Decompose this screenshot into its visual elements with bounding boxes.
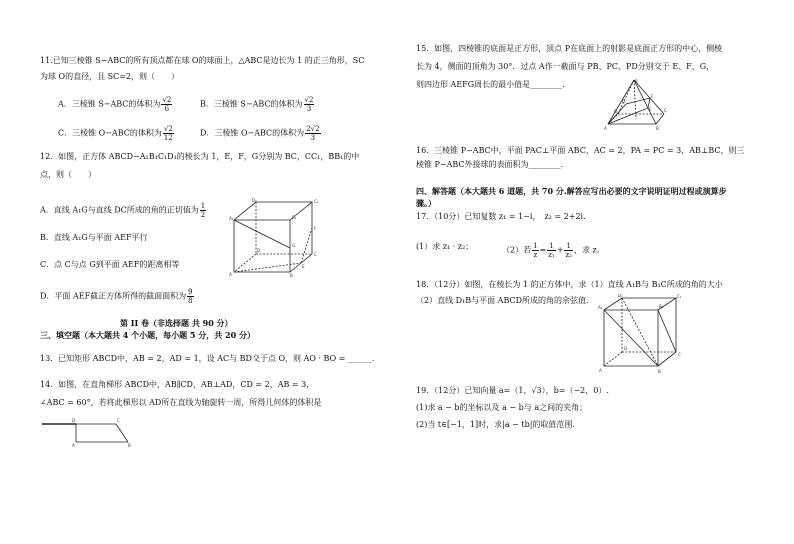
label-a: A <box>72 443 75 448</box>
label-c: C <box>678 352 681 357</box>
section4-heading-line2: 骤。） <box>416 198 436 208</box>
q12-option-a: A．直线 A₁G与直线 DC所成的角的正切值为 $\frac{1}{2}$ <box>40 202 206 219</box>
q12-option-c: C．点 C与点 G到平面 AEF的距离相等 <box>40 260 180 269</box>
q11-stem-line2: 为球 O的直径，且 SC=2，则（ ） <box>40 72 180 81</box>
label-c1: C₁ <box>677 294 682 299</box>
edge-pa <box>608 80 634 124</box>
label-c: C <box>117 418 120 423</box>
label-a: A <box>599 368 602 373</box>
segment-b1-c <box>658 310 676 352</box>
label-e: E <box>649 107 652 112</box>
label-b1: B₁ <box>292 215 297 220</box>
label-g: G <box>622 99 626 104</box>
q13-text: 13．已知矩形 ABCD中，AB = 2，AD = 1，设 AC与 BD交于点 O，则 AO · BO = ______. <box>40 354 375 363</box>
edge-pb <box>634 80 656 124</box>
q17-stem: 17．（10分）已知复数 z₁ = 1−i， z₂ = 2+2i. <box>416 212 586 221</box>
q15-line3: 则四边形 AEFG周长的最小值是________. <box>416 80 565 89</box>
label-d: D <box>624 346 628 351</box>
q17-part1: (1）求 z₁ · z₂； <box>416 242 474 251</box>
q18-cube-figure <box>598 294 688 374</box>
cube-top-face <box>604 298 676 310</box>
label-g: G <box>292 243 296 248</box>
q17-part2: （2）若 $\frac{1}{z}$ = $\frac{1}{\text{z₁}}$ + $\frac{1}{\text{z₂}}$ ，求 z. <box>502 242 600 259</box>
cube-bottom-right-edge <box>658 352 676 366</box>
label-b: B <box>656 126 659 131</box>
q11-stem-line1: 11.已知三棱锥 S−ABC的所有顶点都在球 O的球面上，△ABC是边长为 1 的正三角形，SC <box>40 56 365 65</box>
q16-line2: 棱锥 P−ABC外接球的表面积为________. <box>416 160 564 169</box>
label-p: P <box>635 79 638 84</box>
label-f: F <box>651 94 654 99</box>
segment-a1-b <box>604 310 658 366</box>
section3-heading: 三、填空题（本大题共 4 个小题，每小题 5 分，共 20 分） <box>40 330 255 340</box>
label-a: A <box>229 272 232 277</box>
segment-a1-g <box>234 220 290 248</box>
q15-line2: 长为 4，侧面的顶角为 30°．过点 A作一截面与 PB、PC、PD分别交于 E、F、G， <box>416 62 715 71</box>
q16-line1: 16．三棱锥 P−ABC中，平面 PAC⊥平面 ABC，AC = 2，PA = PC = 3，AB⊥BC，则三 <box>416 146 745 155</box>
section4-heading-line1: 四、解答题（本大题共 6 道题，共 70 分.解答应写出必要的文字说明证明过程或演算步 <box>416 186 727 196</box>
label-a1: A₁ <box>598 305 603 310</box>
q18-line2: （2）直线 D₁B与平面 ABCD所成的角的余弦值. <box>416 296 589 305</box>
label-d1: D₁ <box>252 198 257 203</box>
q14-line2: ∠ABC = 60°，若将此梯形以 AD所在直线为轴旋转一周，所得几何体的体积是 <box>40 398 322 407</box>
edge-pd <box>618 80 634 114</box>
label-a: A <box>604 126 607 131</box>
label-c: C <box>314 252 317 257</box>
q19-line2: (1)求 a − b的坐标以及 a − b与 a之间的夹角； <box>416 403 588 412</box>
label-d: D <box>614 109 618 114</box>
q11-option-b: B．三棱锥 S−ABC的体积为 $\frac{√2}{3}$ <box>200 96 314 113</box>
label-f: F <box>314 226 317 231</box>
q15-pyramid-figure <box>604 78 668 134</box>
q12-stem-line1: 12．如图，正方体 ABCD−A₁B₁C₁D₁的棱长为 1，E，F，G分别为 BC，CC₁，BB₁的中 <box>40 152 360 161</box>
label-c: C <box>664 108 667 113</box>
q12-cube-figure <box>228 198 320 278</box>
label-a1: A₁ <box>229 216 234 221</box>
label-e: E <box>302 264 305 269</box>
segment-d1-b <box>622 298 658 366</box>
q12-option-d: D．平面 AEF截正方体所得的截面面积为 $\frac{9}{8}$ <box>40 288 193 305</box>
label-d1: D₁ <box>618 294 623 298</box>
q12-option-b: B．直线 A₁G与平面 AEF平行 <box>40 233 148 242</box>
part2-title: 第 II 卷（非选择题 共 90 分） <box>120 318 233 328</box>
q11-option-a: A．三棱锥 S−ABC的体积为 $\frac{√2}{6}$ <box>58 96 172 113</box>
label-c1: C₁ <box>314 199 319 204</box>
edge-bc <box>116 424 128 442</box>
cube-top-face <box>234 202 312 220</box>
q19-line3: (2)当 t∈[−1，1]时，求|a − tb|的取值范围. <box>416 420 575 429</box>
q14-trapezoid-figure <box>40 418 140 448</box>
q12-stem-line2: 点，则（ ） <box>40 170 96 179</box>
cube-front-face <box>234 220 290 272</box>
label-d: D <box>72 418 76 423</box>
cube-hidden-left <box>604 352 622 366</box>
label-b: B <box>128 443 131 448</box>
segment-e-f <box>301 228 312 263</box>
label-b: B <box>658 369 661 374</box>
q18-line1: 18．（12分）如图，在棱长为 1 的正方体中，求（1）直线 A₁B与 B₁C所成的角的大小 <box>416 280 723 289</box>
label-d: D <box>257 248 261 253</box>
q11-option-d: D．三棱锥 O−ABC的体积为 $\frac{2√2}{3}$ <box>200 125 320 142</box>
label-b1: B₁ <box>659 304 664 309</box>
segment-a-e <box>234 263 301 272</box>
q15-line1: 15．如图，四棱锥的底面是正方形，顶点 P在底面上的射影是底面正方形的中心，侧棱 <box>416 44 723 53</box>
q14-line1: 14．如图，在直角梯形 ABCD中，AB∥CD，AB⊥AD，CD = 2，AB = 3， <box>40 380 315 389</box>
q19-line1: 19．（12分）已知向量 a=（1，√3），b=（−2，0）. <box>416 386 609 395</box>
label-b: B <box>290 273 293 278</box>
q11-option-c: C．三棱锥 O−ABC的体积为 $\frac{√2}{12}$ <box>58 125 173 142</box>
